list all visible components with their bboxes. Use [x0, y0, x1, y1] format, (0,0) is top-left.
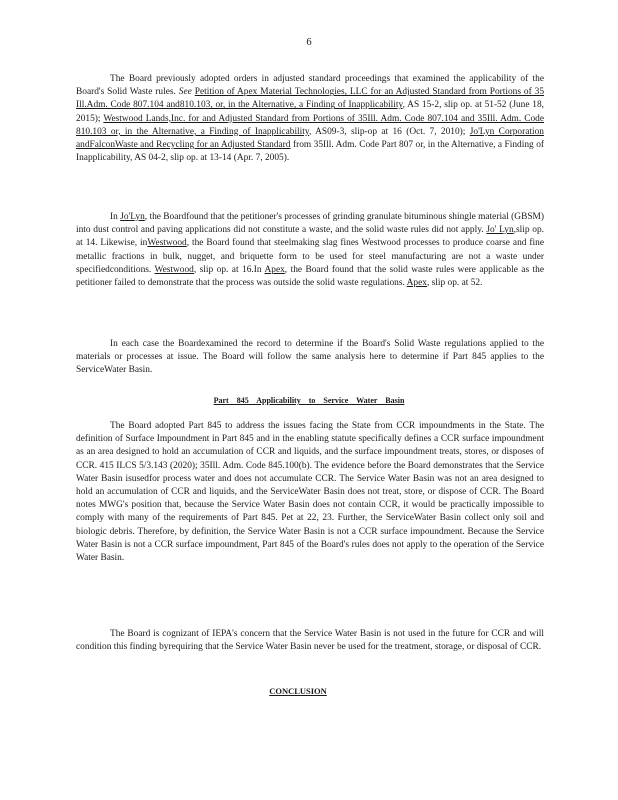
citation-westwood: Westwood Lands,Inc. for and Adjusted Standard from Portions of 35Ill. Adm. Code 807.104 and 35Ill. Adm. Code 810.103 or, in the Alternative, a Finding of Inapplicability: [76, 113, 544, 137]
paragraph-part-845: [76, 420, 544, 565]
case-name-jolyn: Jo' Lyn: [486, 225, 514, 236]
page-number: 6: [306, 37, 312, 48]
p2-text: , the Boardfound that the petitioner's processes of grinding granulate bituminous shingle material (GBSM) into dust control and paving applications did not constitute a waste, and the solid waste rules did not apply.: [76, 212, 544, 236]
p2-text: ,slip op. at 14. Likewise, in: [76, 225, 544, 249]
paragraph-case-findings: [76, 211, 544, 290]
conclusion-heading-text: CONCLUSION: [269, 686, 327, 696]
case-name-westwood: Westwood: [147, 238, 187, 249]
p5-text: The Board is cognizant of IEPA's concern that the Service Water Basin is not used in the future for CCR and will condition this finding byrequiring that the Service Water Basin never be used for the treatment, storage, or disposal of CCR.: [76, 629, 544, 653]
case-name-westwood: Westwood: [154, 264, 194, 275]
paragraph-iepa-concern: [76, 628, 544, 654]
paragraph-analysis: [76, 338, 544, 378]
citation-apex-cite: , AS 15-2, slip op. at 51-52 (June 18, 2015);: [76, 100, 545, 124]
case-name-jolyn: Jo'Lyn: [120, 212, 145, 222]
p2-text: , slip op. at 16.In: [193, 264, 265, 275]
citation-jolyn: Jo'Lyn Corporation andFalconWaste and Recycling for an Adjusted Standard: [76, 126, 544, 151]
p2-text: , the Board found that the solid waste rules were applicable as the petitioner failed to demonstrate that the process was outside the solid waste regulations.: [76, 264, 545, 289]
case-name-apex: Apex: [264, 264, 285, 275]
citation-jolyn-cite: from 35Ill. Adm. Code Part 807 or, in the Alternative, a Finding of Inapplicability, AS 04-2, slip op. at 13-14 (Apr. 7, 2005).: [76, 140, 544, 164]
citation-westwood-cite: , AS09-3, slip-op at 16 (Oct. 7, 2010);: [308, 126, 466, 137]
paragraph-prior-orders: [76, 73, 544, 165]
p2-text: , slip op. at 52.: [426, 278, 483, 289]
conclusion-heading: [0, 686, 618, 696]
case-name-apex: Apex: [406, 278, 427, 289]
p2-text: , the Board found that steelmaking slag fines Westwood processes to produce coarse and fine metallic fractions in bulk, nugget, and briquette form to be used for steel manufacturing are not a waste under specifiedconditions.: [76, 238, 544, 275]
p2-text: In: [110, 212, 121, 222]
p4-text: The Board adopted Part 845 to address the issues facing the State from CCR impoundments in the State. The definition of Surface Impoundment in Part 845 and in the enabling statute specifically defines a CCR surface impoundment as an area designed to hold an accumulation of CCR and liquids, and the surface impoundment treats, stores, or disposes of CCR. 415 ILCS 5/3.143 (2020); 35Ill. Adm. Code 845.100(b). The evidence before the Board demonstrates that the Service Water Basin isusedfor process water and does not accumulate CCR. The Service Water Basin was not an area designed to hold an accumulation of CCR and liquids, and the ServiceWater Basin does not treat, store, or dispose of CCR. The Board notes MWG's position that, because the Service Water Basin does not contain CCR, it would be practically impossible to comply with many of the requirements of Part 845. Pet at 22, 23. Further, the ServiceWater Basin collect only soil and biologic debris. Therefore, by definition, the Service Water Basin is not a CCR surface impoundment. Because the Service Water Basin is not a CCR surface impoundment, Part 845 of the Board's rules does not apply to the operation of the Service Water Basin.: [76, 421, 544, 564]
p1-sentence: The Board previously adopted orders in adjusted standard proceedings that examined the applicability of the Board's Solid Waste rules.: [76, 74, 544, 98]
section-subheading: Part 845 Applicability to Service Water Basin: [213, 396, 405, 405]
p1-see: See: [178, 87, 192, 98]
citation-apex: Petition of Apex Material Technologies, LLC for an Adjusted Standard from Portions of 35 Ill.Adm. Code 807.104 and810.103, or, in the Alternative, a Finding of Inapplicability: [76, 87, 545, 111]
p3-text: In each case the Boardexamined the record to determine if the Board's Solid Waste regulations applied to the materials or processes at issue. The Board will follow the same analysis here to determine if Part 845 applies to the ServiceWater Basin.: [76, 339, 544, 376]
